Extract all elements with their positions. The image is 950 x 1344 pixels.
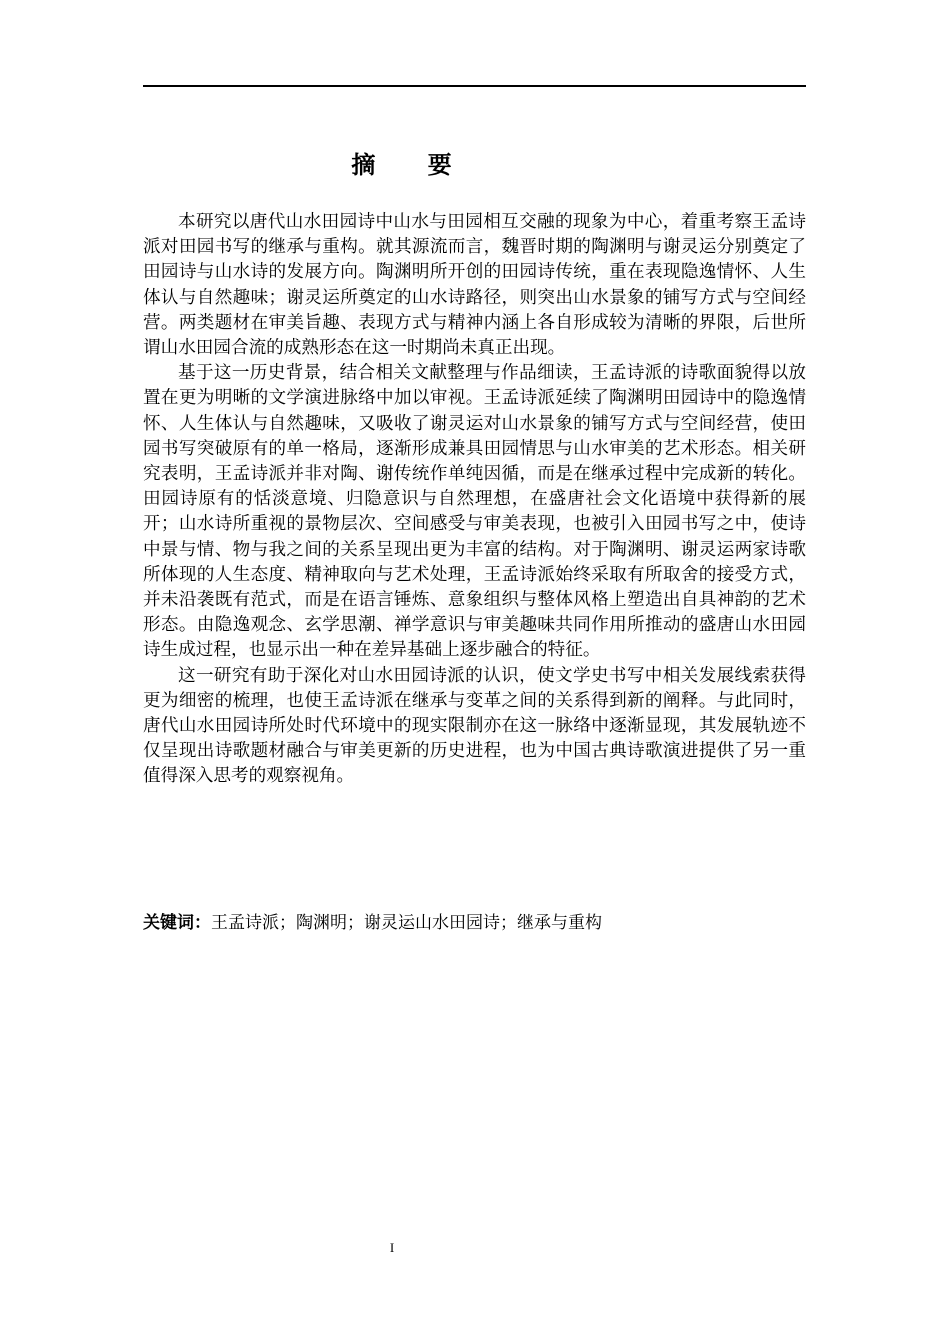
abstract-body [143, 210, 806, 790]
keywords-label: 关键词： [143, 913, 211, 933]
abstract-paragraph-1: 本研究以唐代山水田园诗中山水与田园相互交融的现象为中心，着重考察王孟诗派对田园书写的继承与重构。就其源流而言，魏晋时期的陶渊明与谢灵运分别奠定了田园诗与山水诗的发展方向。陶渊明所开创的田园诗传统，重在表现隐逸情怀、人生体认与自然趣味；谢灵运所奠定的山水诗路径，则突出山水景象的铺写方式与空间经营。两类题材在审美旨趣、表现方式与精神内涵上各自形成较为清晰的界限，后世所谓山水田园合流的成熟形态在这一时期尚未真正出现。 [143, 212, 806, 359]
abstract-paragraph-3: 这一研究有助于深化对山水田园诗派的认识，使文学史书写中相关发展线索获得更为细密的梳理，也使王孟诗派在继承与变革之间的关系得到新的阐释。与此同时，唐代山水田园诗所处时代环境中的现实限制亦在这一脉络中逐渐显现，其发展轨迹不仅呈现出诗歌题材融合与审美更新的历史进程，也为中国古典诗歌演进提供了另一重值得深入思考的观察视角。 [143, 665, 806, 787]
keywords-line [143, 910, 806, 936]
abstract-title: 摘 要 [351, 151, 474, 179]
page-number: I [389, 1240, 395, 1255]
keywords-text: 王孟诗派；陶渊明；谢灵运山水田园诗；继承与重构 [211, 913, 602, 933]
header-rule [143, 85, 806, 87]
abstract-paragraph-2: 基于这一历史背景，结合相关文献整理与作品细读，王孟诗派的诗歌面貌得以放置在更为明晰的文学演进脉络中加以审视。王孟诗派延续了陶渊明田园诗中的隐逸情怀、人生体认与自然趣味，又吸收了谢灵运对山水景象的铺写方式与空间经营，使田园书写突破原有的单一格局，逐渐形成兼具田园情思与山水审美的艺术形态。相关研究表明，王孟诗派并非对陶、谢传统作单纯因循，而是在继承过程中完成新的转化。田园诗原有的恬淡意境、归隐意识与自然理想，在盛唐社会文化语境中获得新的展开；山水诗所重视的景物层次、空间感受与审美表现，也被引入田园书写之中，使诗中景与情、物与我之间的关系呈现出更为丰富的结构。对于陶渊明、谢灵运两家诗歌所体现的人生态度、精神取向与艺术处理，王孟诗派始终采取有所取舍的接受方式，并未沿袭既有范式，而是在语言锤炼、意象组织与整体风格上塑造出自具神韵的艺术形态。由隐逸观念、玄学思潮、禅学意识与审美趣味共同作用所推动的盛唐山水田园诗生成过程，也显示出一种在差异基础上逐步融合的特征。 [143, 363, 806, 661]
